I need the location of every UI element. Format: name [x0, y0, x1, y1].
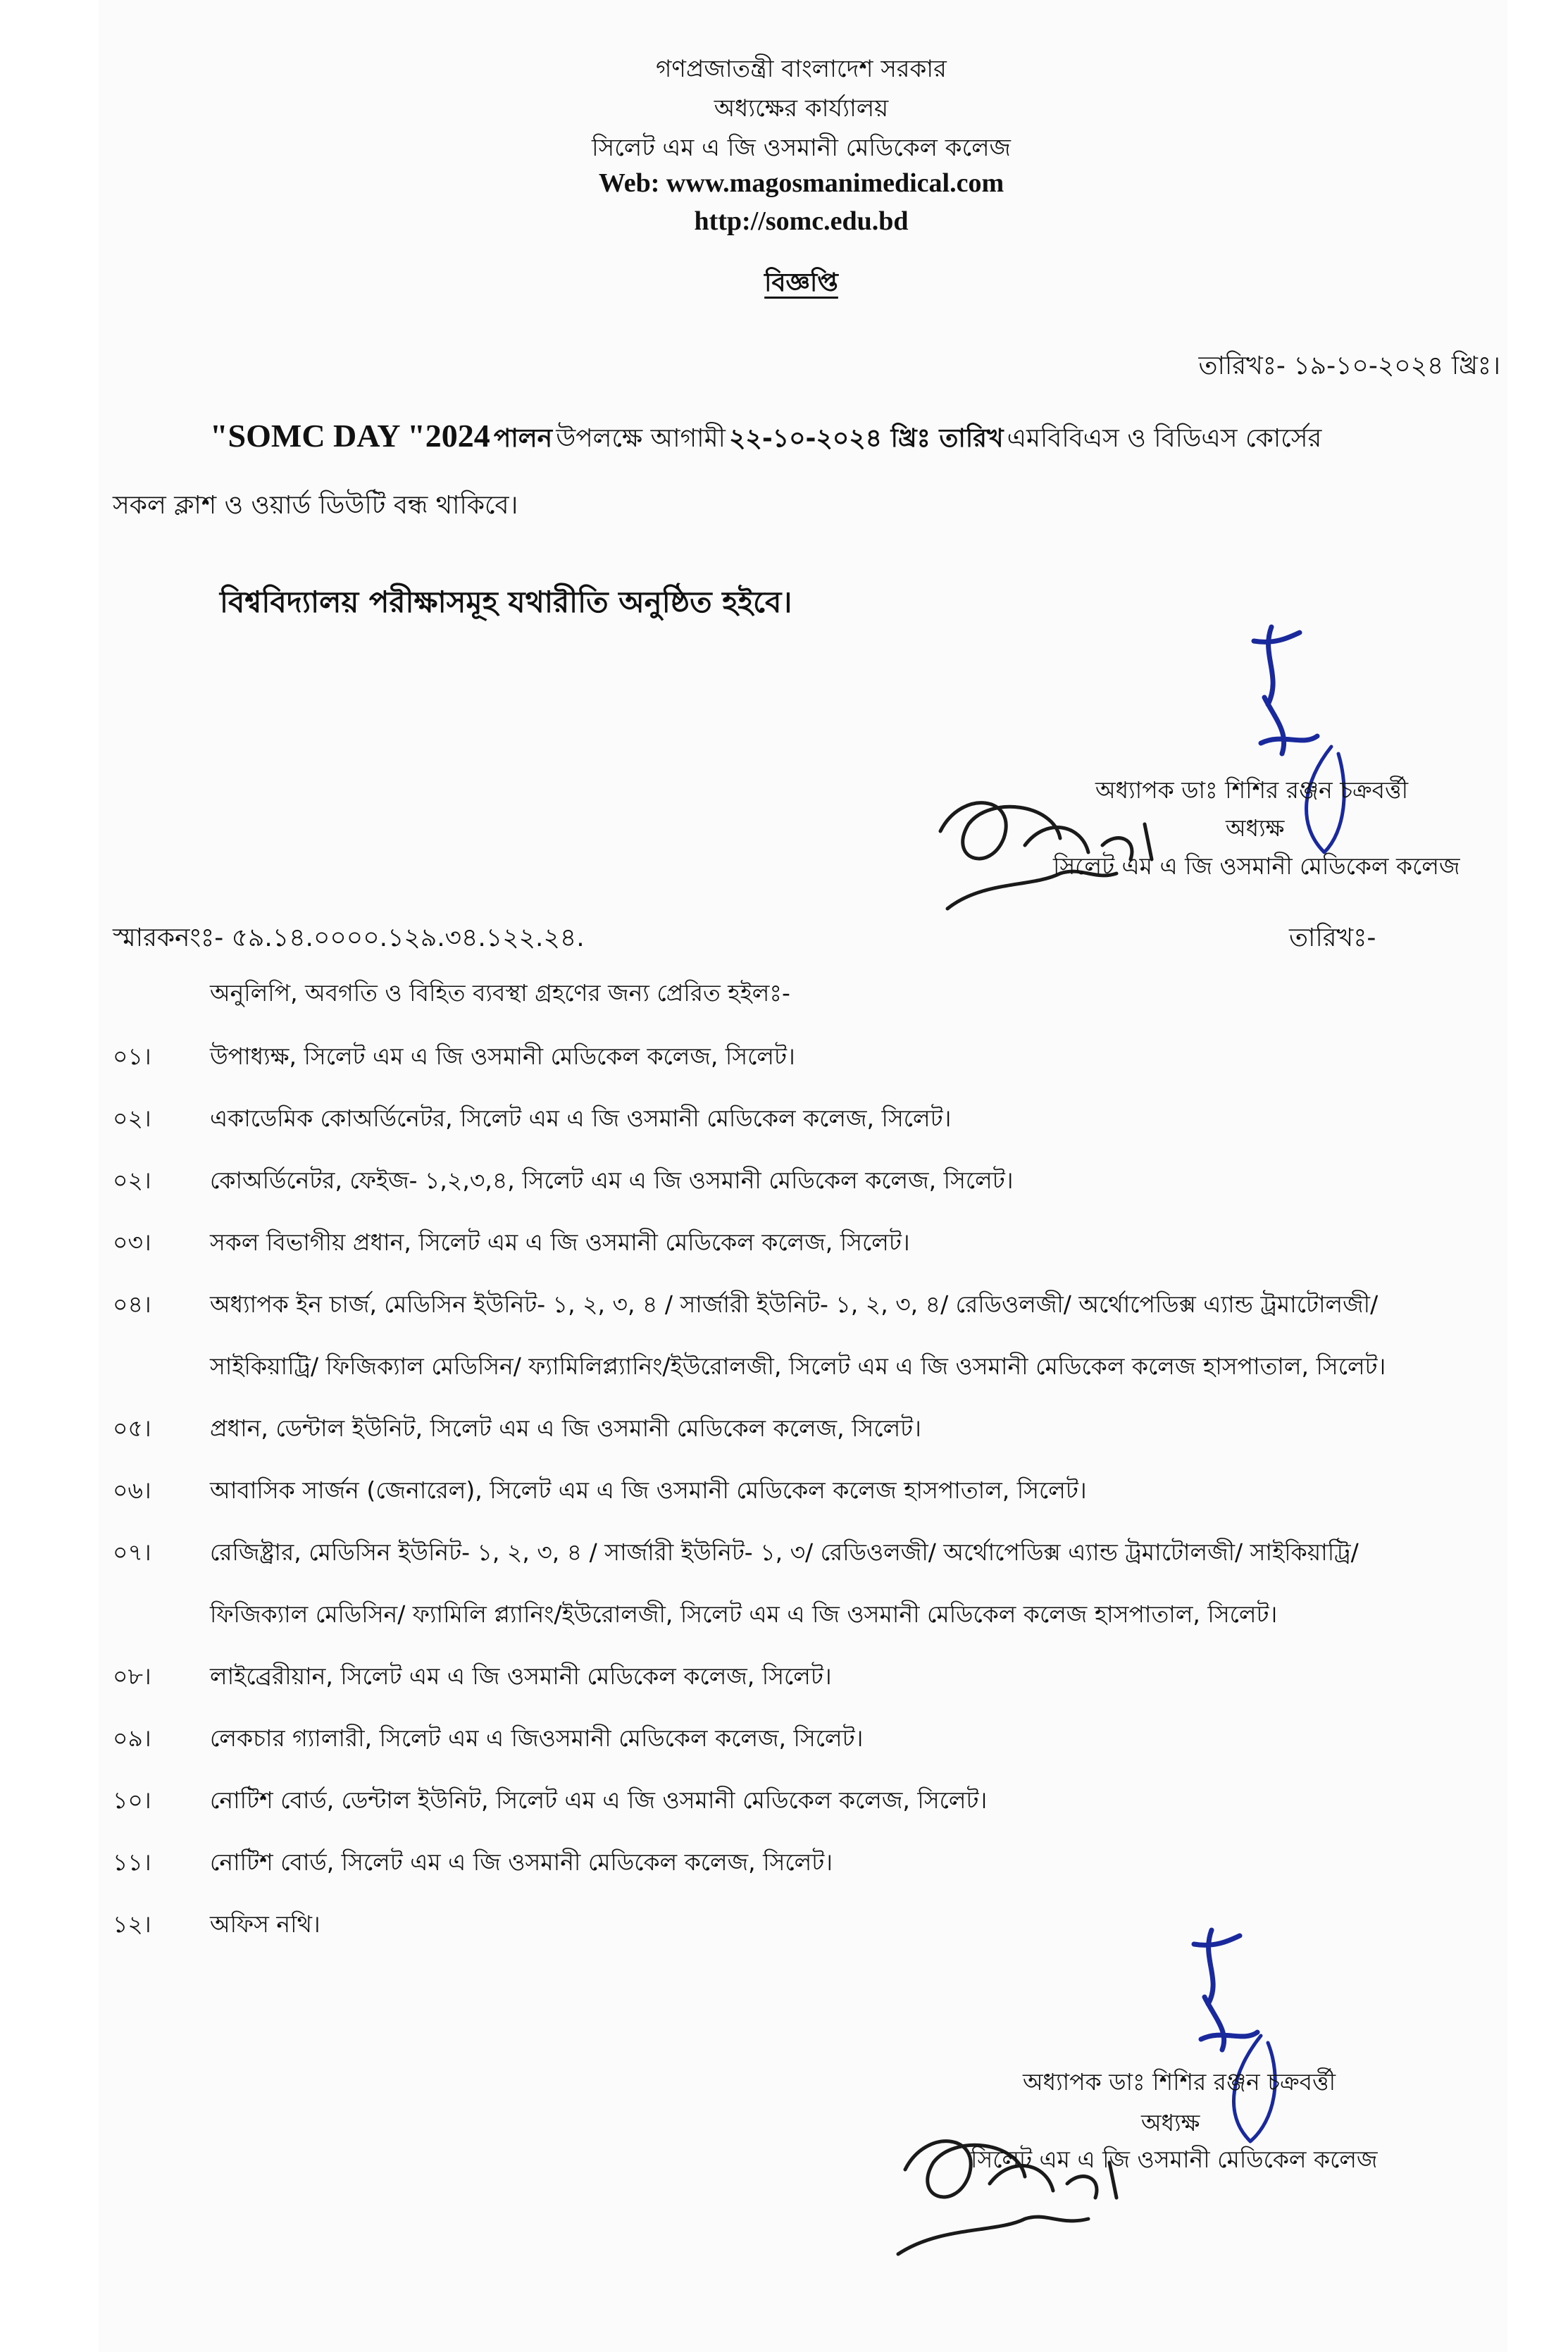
initial-signature-1: [1233, 613, 1331, 761]
event-name: "SOMC DAY "2024: [210, 418, 490, 454]
recipient-2: একাডেমিক কোঅর্ডিনেটর, সিলেট এম এ জি ওসমানী মেডিকেল কলেজ, সিলেট।: [210, 1105, 952, 1132]
recipient-num-10: ০৯।: [113, 1724, 151, 1752]
notice-line-2: সকল ক্লাশ ও ওয়ার্ড ডিউটি বন্ধ থাকিবে।: [113, 491, 518, 520]
recipient-3: কোঅর্ডিনেটর, ফেইজ- ১,২,৩,৪, সিলেট এম এ জি ওসমানী মেডিকেল কলেজ, সিলেট।: [210, 1166, 1014, 1194]
website-link[interactable]: Web: www.magosmanimedical.com: [598, 168, 1004, 198]
recipient-num-12: ১১।: [113, 1848, 151, 1876]
recipient-num-6: ০৫।: [113, 1414, 151, 1442]
recipient-12: নোটিশ বোর্ড, সিলেট এম এ জি ওসমানী মেডিকেল কলেজ, সিলেট।: [210, 1848, 833, 1876]
signer-institution-1: সিলেট এম এ জি ওসমানী মেডিকেল কলেজ: [1053, 852, 1460, 880]
recipient-9: লাইব্রেরীয়ান, সিলেট এম এ জি ওসমানী মেডিকেল কলেজ, সিলেট।: [210, 1662, 832, 1690]
website-url[interactable]: http://somc.edu.bd: [694, 206, 909, 236]
holiday-date: ২২-১০-২০২৪ খ্রিঃ তারিখ: [729, 424, 1004, 453]
memo-date: তারিখঃ-: [1289, 923, 1376, 952]
recipient-11: নোটিশ বোর্ড, ডেন্টাল ইউনিট, সিলেট এম এ জি ওসমানী মেডিকেল কলেজ, সিলেট।: [210, 1786, 988, 1814]
recipient-num-9: ০৮।: [113, 1662, 151, 1690]
handwritten-signature-2: [884, 2106, 1166, 2268]
memo-number: স্মারকনংঃ- ৫৯.১৪.০০০০.১২৯.৩৪.১২২.২৪.: [113, 923, 585, 952]
office-header: অধ্যক্ষের কার্য্যালয়: [714, 94, 889, 123]
notice-word-palon: পালন: [493, 424, 553, 453]
recipient-10: লেকচার গ্যালারী, সিলেট এম এ জিওসমানী মেডিকেল কলেজ, সিলেট।: [210, 1724, 864, 1752]
recipient-13: অফিস নথি।: [210, 1910, 321, 1938]
recipient-num-8: ০৭।: [113, 1538, 151, 1566]
recipient-5-line-2: সাইকিয়াট্রি/ ফিজিক্যাল মেডিসিন/ ফ্যামিলিপ্ল্যানিং/ইউরোলজী, সিলেট এম এ জি ওসমানী মেডিকেল কলেজ হাসপাতাল, সিলেট।: [210, 1352, 1386, 1380]
notice-line-1: [210, 417, 1321, 461]
notice-date: তারিখঃ- ১৯-১০-২০২৪ খ্রিঃ।: [1198, 351, 1500, 380]
recipient-8-line-2: ফিজিক্যাল মেডিসিন/ ফ্যামিলি প্ল্যানিং/ইউরোলজী, সিলেট এম এ জি ওসমানী মেডিকেল কলেজ হাসপাতাল, সিলেট।: [210, 1600, 1278, 1628]
notice-text-b: এমবিবিএস ও বিডিএস কোর্সের: [1007, 424, 1322, 453]
recipient-num-2: ০২।: [113, 1105, 151, 1132]
signer-institution-2: সিলেট এম এ জি ওসমানী মেডিকেল কলেজ: [971, 2146, 1378, 2173]
signer-designation-2: অধ্যক্ষ: [1141, 2109, 1200, 2136]
recipient-8-line-1: রেজিষ্ট্রার, মেডিসিন ইউনিট- ১, ২, ৩, ৪ / সার্জারী ইউনিট- ১, ৩/ রেডিওলজী/ অর্থোপেডিক্স এ্যান্ড ট্রমাটোলজী/ সাইকিয়াট্রি/: [210, 1538, 1359, 1566]
recipient-5-line-1: অধ্যাপক ইন চার্জ, মেডিসিন ইউনিট- ১, ২, ৩, ৪ / সার্জারী ইউনিট- ১, ২, ৩, ৪/ রেডিওলজী/ অর্থোপেডিক্স এ্যান্ড ট্রমাটোলজী/: [210, 1290, 1379, 1318]
recipient-num-7: ০৬।: [113, 1476, 151, 1504]
college-header: সিলেট এম এ জি ওসমানী মেডিকেল কলেজ: [592, 134, 1011, 162]
recipient-num-1: ০১।: [113, 1043, 151, 1070]
recipient-1: উপাধ্যক্ষ, সিলেট এম এ জি ওসমানী মেডিকেল কলেজ, সিলেট।: [210, 1043, 795, 1070]
notice-title: বিজ্ঞপ্তি: [764, 268, 838, 297]
recipient-num-5: ০৪।: [113, 1290, 151, 1318]
recipient-num-11: ১০।: [113, 1786, 151, 1814]
notice-text-a: উপলক্ষে আগামী: [556, 424, 726, 453]
recipient-6: প্রধান, ডেন্টাল ইউনিট, সিলেট এম এ জি ওসমানী মেডিকেল কলেজ, সিলেট।: [210, 1414, 921, 1442]
copy-intro: অনুলিপি, অবগতি ও বিহিত ব্যবস্থা গ্রহণের জন্য প্রেরিত হইলঃ-: [210, 979, 790, 1007]
recipient-num-4: ০৩।: [113, 1228, 151, 1256]
recipient-7: আবাসিক সার্জন (জেনারেল), সিলেট এম এ জি ওসমানী মেডিকেল কলেজ হাসপাতাল, সিলেট।: [210, 1476, 1087, 1504]
signer-designation-1: অধ্যক্ষ: [1226, 814, 1285, 842]
recipient-num-3: ০২।: [113, 1166, 151, 1194]
signer-name-2: অধ্যাপক ডাঃ শিশির রঞ্জন চক্রবর্ত্তী: [1023, 2068, 1336, 2096]
exam-notice: বিশ্ববিদ্যালয় পরীক্ষাসমূহ যথারীতি অনুষ্ঠিত হইবে।: [220, 585, 792, 619]
recipient-num-13: ১২।: [113, 1910, 151, 1938]
signer-name-1: অধ্যাপক ডাঃ শিশির রঞ্জন চক্রবর্ত্তী: [1095, 776, 1409, 804]
recipient-4: সকল বিভাগীয় প্রধান, সিলেট এম এ জি ওসমানী মেডিকেল কলেজ, সিলেট।: [210, 1228, 910, 1256]
govt-header: গণপ্রজাতন্ত্রী বাংলাদেশ সরকার: [656, 55, 947, 83]
